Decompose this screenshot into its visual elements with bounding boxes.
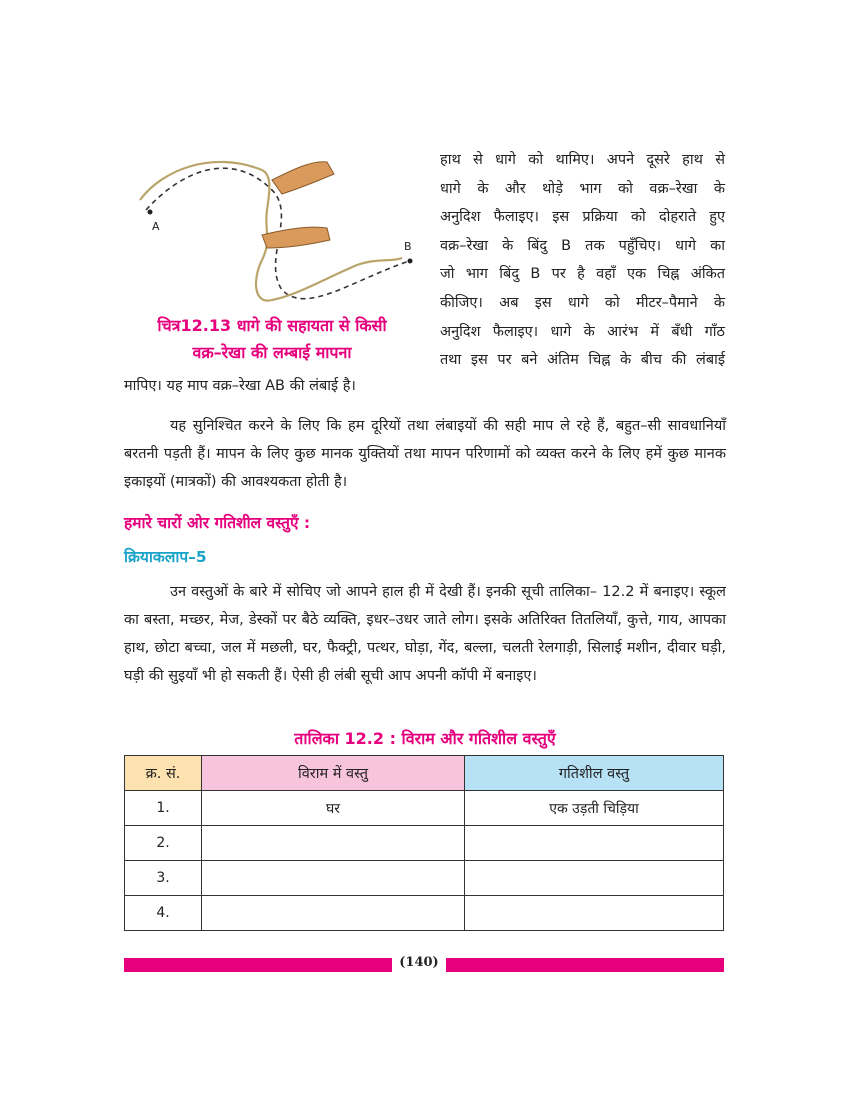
label-a: A [152, 220, 160, 233]
side-paragraph [440, 146, 725, 375]
table-row [125, 896, 724, 931]
table-row [125, 826, 724, 861]
page-number: (140) [399, 955, 439, 970]
table-row [125, 861, 724, 896]
paragraph-continuation: मापिए। यह माप वक्र–रेखा AB की लंबाई है। [124, 378, 356, 394]
rest-motion-table [124, 755, 724, 931]
cell-in-motion [465, 896, 724, 931]
header-at-rest: विराम में वस्तु [202, 756, 465, 791]
side-line: जो भाग बिंदु B पर है वहाँ एक चिह्न अंकित [440, 266, 725, 283]
footer-bar-right [446, 958, 724, 972]
side-line: हाथ से धागे को थामिए। अपने दूसरे हाथ से [440, 152, 725, 168]
cell-serial: 2. [125, 826, 202, 861]
upper-hand [272, 162, 334, 194]
side-line: कीजिए। अब इस धागे को मीटर–पैमाने के [440, 294, 725, 311]
footer-bar-left [124, 958, 392, 972]
table-header-row [125, 756, 724, 791]
side-line: अनुदिश फैलाइए। इस प्रक्रिया को दोहराते हुए [440, 209, 725, 226]
thread-measurement-figure [122, 130, 422, 320]
caption-line-1: चित्र12.13 धागे की सहायता से किसी [157, 316, 387, 335]
point-b-dot [408, 259, 413, 264]
label-b: B [404, 240, 412, 253]
cell-at-rest: घर [202, 791, 465, 826]
paragraph-measurement-care: यह सुनिश्चित करने के लिए कि हम दूरियों तथा लंबाइयों की सही माप ले रहे हैं, बहुत–सी सावधानियाँ बरतनी पड़ती हैं। मापन के लिए कुछ मानक युक्तियों तथा मापन परिणामों को व्यक्त करने के लिए हमें कुछ मानक इकाइयों (मात्रकों) की आवश्यकता होती है। [124, 418, 726, 490]
side-line: तथा इस पर बने अंतिम चिह्न के बीच की लंबाई [440, 352, 725, 369]
cell-serial: 3. [125, 861, 202, 896]
cell-at-rest [202, 861, 465, 896]
cell-serial: 1. [125, 791, 202, 826]
cell-at-rest [202, 826, 465, 861]
cell-serial: 4. [125, 896, 202, 931]
header-serial: क्र. सं. [125, 756, 202, 791]
side-line: वक्र–रेखा के बिंदु B तक पहुँचिए। धागे का [440, 237, 725, 254]
figure-caption [122, 312, 422, 366]
point-a-dot [148, 210, 153, 215]
side-line: अनुदिश फैलाइए। धागे के आरंभ में बँधी गाँठ [440, 323, 725, 340]
caption-line-2: वक्र–रेखा की लम्बाई मापना [192, 343, 352, 362]
cell-in-motion [465, 861, 724, 896]
cell-at-rest [202, 896, 465, 931]
header-in-motion: गतिशील वस्तु [465, 756, 724, 791]
paragraph-activity: उन वस्तुओं के बारे में सोचिए जो आपने हाल ही में देखी हैं। इनकी सूची तालिका– 12.2 में बनाइए। स्कूल का बस्ता, मच्छर, मेज, डेस्कों पर बैठे व्यक्ति, इधर–उधर जाते लोग। इसके अतिरिक्त तितलियाँ, कुत्ते, गाय, आपका हाथ, छोटा बच्चा, जल में मछली, घर, फैक्ट्री, पत्थर, घोड़ा, गेंद, बल्ला, चलती रेलगाड़ी, सिलाई मशीन, दीवार घड़ी, घड़ी की सुइयाँ भी हो सकती हैं। ऐसी ही लंबी सूची आप अपनी कॉपी में बनाइए। [124, 584, 726, 684]
lower-hand [262, 227, 330, 248]
activity-heading: क्रियाकलाप–5 [124, 548, 207, 566]
thread-curve-illustration [122, 130, 422, 320]
section-heading: हमारे चारों ओर गतिशील वस्तुएँ : [124, 514, 311, 532]
cell-in-motion: एक उड़ती चिड़िया [465, 791, 724, 826]
cell-in-motion [465, 826, 724, 861]
table-row [125, 791, 724, 826]
table-title: तालिका 12.2 : विराम और गतिशील वस्तुएँ [294, 729, 556, 748]
side-line: धागे के और थोड़े भाग को वक्र–रेखा के [440, 180, 725, 197]
